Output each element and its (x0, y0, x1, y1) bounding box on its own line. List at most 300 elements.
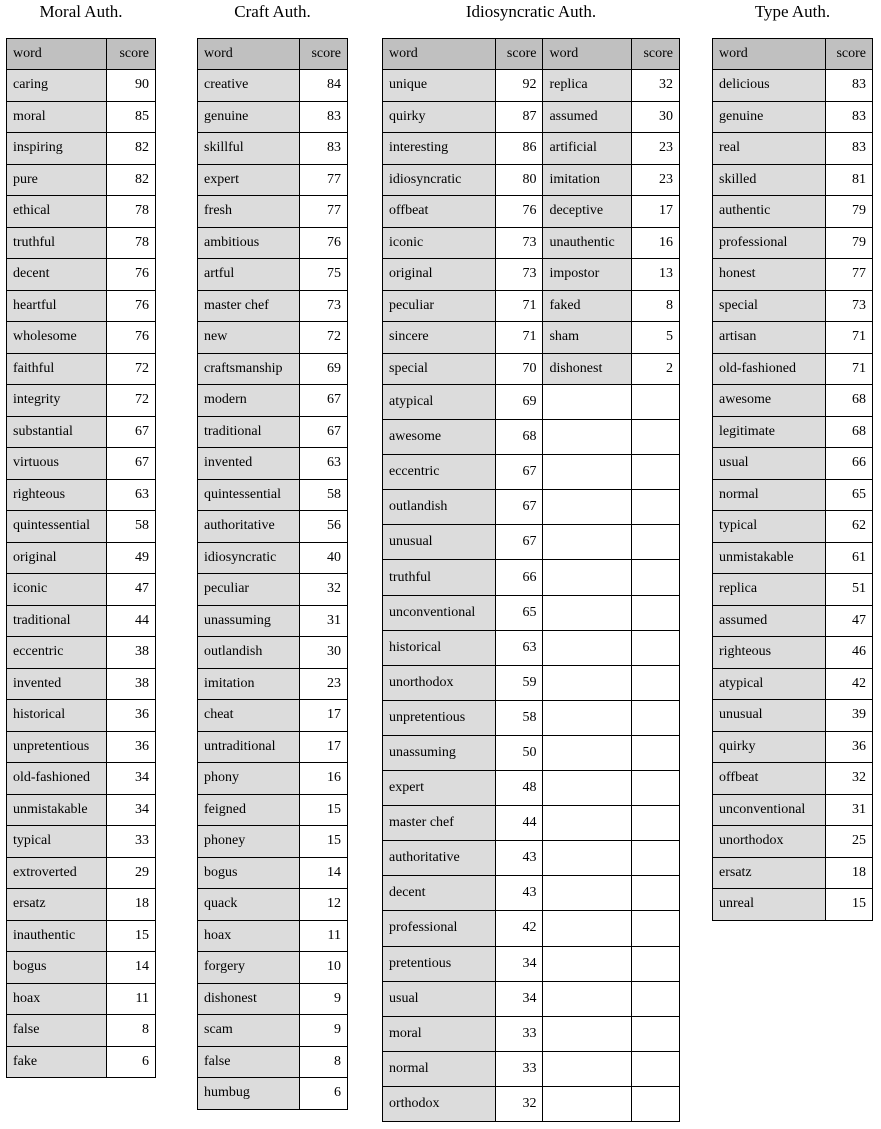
table-row (383, 665, 680, 700)
score-cell: 15 (300, 794, 348, 826)
word-cell: awesome (383, 420, 496, 455)
word-cell: quirky (383, 101, 496, 133)
table-row (713, 668, 873, 700)
table-row (7, 889, 156, 921)
craft-table (197, 38, 348, 1110)
score-cell: 67 (107, 448, 156, 480)
score-cell: 38 (107, 637, 156, 669)
table-row (7, 763, 156, 795)
score-cell: 17 (300, 731, 348, 763)
score-cell: 2 (632, 353, 680, 385)
score-cell (632, 700, 680, 735)
word-cell: replica (543, 70, 632, 102)
word-cell: real (713, 133, 826, 165)
word-cell: quintessential (7, 511, 107, 543)
score-cell: 9 (300, 1015, 348, 1047)
score-cell (632, 911, 680, 946)
table-row (383, 735, 680, 770)
table-row (198, 259, 348, 291)
table-row (383, 525, 680, 560)
table-row (713, 196, 873, 228)
score-cell: 63 (300, 448, 348, 480)
table-row (198, 479, 348, 511)
score-cell: 59 (495, 665, 543, 700)
word-cell: fake (7, 1046, 107, 1078)
word-cell: normal (383, 1051, 496, 1086)
table-row (7, 637, 156, 669)
score-cell: 90 (107, 70, 156, 102)
word-cell: iconic (7, 574, 107, 606)
score-cell: 73 (495, 227, 543, 259)
word-cell: extroverted (7, 857, 107, 889)
word-cell: moral (7, 101, 107, 133)
score-cell: 15 (826, 889, 873, 921)
score-cell: 63 (495, 630, 543, 665)
word-cell (543, 1051, 632, 1086)
table-row (713, 511, 873, 543)
word-cell: dishonest (543, 353, 632, 385)
table-row (713, 290, 873, 322)
table-row (383, 806, 680, 841)
score-cell: 86 (495, 133, 543, 165)
word-cell: feigned (198, 794, 300, 826)
score-cell (632, 771, 680, 806)
word-cell: professional (713, 227, 826, 259)
word-cell: replica (713, 574, 826, 606)
score-cell: 83 (826, 101, 873, 133)
score-cell: 30 (632, 101, 680, 133)
header-row (198, 39, 348, 70)
word-cell: inauthentic (7, 920, 107, 952)
score-cell: 30 (300, 637, 348, 669)
score-cell (632, 876, 680, 911)
score-cell (632, 490, 680, 525)
table-row (383, 420, 680, 455)
word-cell: imitation (198, 668, 300, 700)
table-row (713, 826, 873, 858)
score-cell: 72 (107, 353, 156, 385)
word-cell: hoax (198, 920, 300, 952)
table-row (7, 1046, 156, 1078)
table-row (383, 70, 680, 102)
word-cell: professional (383, 911, 496, 946)
score-cell: 23 (632, 133, 680, 165)
table-row (198, 574, 348, 606)
table-row (383, 946, 680, 981)
score-cell: 78 (107, 227, 156, 259)
table-row (383, 771, 680, 806)
score-cell: 76 (107, 322, 156, 354)
score-cell (632, 595, 680, 630)
idiosyncratic-table (382, 38, 680, 1122)
table-row (198, 731, 348, 763)
table-row (7, 857, 156, 889)
score-cell (632, 560, 680, 595)
table-row (198, 668, 348, 700)
score-cell: 72 (107, 385, 156, 417)
table-row (713, 164, 873, 196)
word-cell: honest (713, 259, 826, 291)
table-row (198, 101, 348, 133)
table-row (383, 911, 680, 946)
table-row (198, 826, 348, 858)
table-row (7, 983, 156, 1015)
table-row (713, 731, 873, 763)
score-cell: 25 (826, 826, 873, 858)
table-row (713, 794, 873, 826)
table-row (713, 637, 873, 669)
word-cell: expert (198, 164, 300, 196)
score-cell: 68 (826, 385, 873, 417)
table-row (7, 920, 156, 952)
word-cell (543, 420, 632, 455)
word-cell: historical (7, 700, 107, 732)
word-cell: faked (543, 290, 632, 322)
table-row (7, 133, 156, 165)
table-row (383, 322, 680, 354)
score-cell: 83 (826, 133, 873, 165)
word-cell: skillful (198, 133, 300, 165)
word-cell: genuine (198, 101, 300, 133)
word-cell: expert (383, 771, 496, 806)
table-row (7, 542, 156, 574)
word-cell: invented (198, 448, 300, 480)
score-cell: 79 (826, 196, 873, 228)
table-row (383, 290, 680, 322)
table-row (198, 1078, 348, 1110)
score-cell: 44 (107, 605, 156, 637)
table-row (713, 322, 873, 354)
table-row (7, 511, 156, 543)
table-row (198, 196, 348, 228)
table-row (198, 448, 348, 480)
table-row (198, 511, 348, 543)
score-cell: 85 (107, 101, 156, 133)
score-cell: 8 (632, 290, 680, 322)
score-cell: 15 (107, 920, 156, 952)
word-cell: unreal (713, 889, 826, 921)
score-cell: 11 (107, 983, 156, 1015)
word-cell: unmistakable (713, 542, 826, 574)
score-cell: 49 (107, 542, 156, 574)
word-cell: caring (7, 70, 107, 102)
score-cell: 67 (107, 416, 156, 448)
word-cell: pretentious (383, 946, 496, 981)
col-word-header: word (198, 39, 300, 70)
score-cell: 34 (107, 794, 156, 826)
word-cell: iconic (383, 227, 496, 259)
score-cell (632, 385, 680, 420)
score-cell (632, 630, 680, 665)
score-cell: 48 (495, 771, 543, 806)
score-cell: 67 (495, 455, 543, 490)
word-cell: artful (198, 259, 300, 291)
table-row (198, 353, 348, 385)
table-row (7, 700, 156, 732)
word-cell (543, 700, 632, 735)
score-cell: 31 (826, 794, 873, 826)
score-cell: 38 (107, 668, 156, 700)
score-cell: 33 (495, 1016, 543, 1051)
craft-title: Craft Auth. (234, 2, 311, 21)
table-row (7, 353, 156, 385)
table-row (198, 290, 348, 322)
word-cell: outlandish (383, 490, 496, 525)
table-row (383, 1016, 680, 1051)
word-cell: peculiar (383, 290, 496, 322)
word-cell: genuine (713, 101, 826, 133)
score-cell: 17 (300, 700, 348, 732)
word-cell: truthful (7, 227, 107, 259)
word-cell: artificial (543, 133, 632, 165)
score-cell: 62 (826, 511, 873, 543)
table-row (7, 731, 156, 763)
score-cell: 76 (107, 290, 156, 322)
table-row (7, 416, 156, 448)
word-cell: usual (383, 981, 496, 1016)
word-cell: virtuous (7, 448, 107, 480)
col-word-header: word (713, 39, 826, 70)
table-row (383, 455, 680, 490)
word-cell: idiosyncratic (198, 542, 300, 574)
score-cell: 11 (300, 920, 348, 952)
score-cell: 34 (495, 946, 543, 981)
table-row (7, 164, 156, 196)
score-cell: 79 (826, 227, 873, 259)
score-cell: 66 (495, 560, 543, 595)
col-word-header-2: word (543, 39, 632, 70)
table-row (7, 1015, 156, 1047)
table-row (198, 637, 348, 669)
score-cell: 40 (300, 542, 348, 574)
table-row (7, 259, 156, 291)
score-cell: 61 (826, 542, 873, 574)
word-cell: quack (198, 889, 300, 921)
word-cell: old-fashioned (713, 353, 826, 385)
table-row (713, 227, 873, 259)
table-row (198, 322, 348, 354)
score-cell: 77 (826, 259, 873, 291)
word-cell: impostor (543, 259, 632, 291)
word-cell: orthodox (383, 1086, 496, 1121)
word-cell: offbeat (713, 763, 826, 795)
word-cell: unpretentious (7, 731, 107, 763)
table-row (7, 101, 156, 133)
score-cell: 5 (632, 322, 680, 354)
word-cell: quintessential (198, 479, 300, 511)
table-row (383, 876, 680, 911)
type-table (712, 38, 873, 921)
table-row (383, 560, 680, 595)
moral-table (6, 38, 156, 1078)
table-row (383, 227, 680, 259)
word-cell: interesting (383, 133, 496, 165)
score-cell: 76 (107, 259, 156, 291)
score-cell: 70 (495, 353, 543, 385)
word-cell (543, 911, 632, 946)
table-row (7, 385, 156, 417)
score-cell: 56 (300, 511, 348, 543)
score-cell: 32 (826, 763, 873, 795)
word-cell: historical (383, 630, 496, 665)
score-cell: 71 (826, 322, 873, 354)
score-cell: 77 (300, 196, 348, 228)
word-cell: unmistakable (7, 794, 107, 826)
score-cell (632, 1051, 680, 1086)
score-cell: 71 (495, 322, 543, 354)
table-row (713, 700, 873, 732)
score-cell: 73 (495, 259, 543, 291)
score-cell: 73 (300, 290, 348, 322)
word-cell (543, 595, 632, 630)
word-cell: atypical (383, 385, 496, 420)
word-cell: delicious (713, 70, 826, 102)
word-cell: idiosyncratic (383, 164, 496, 196)
word-cell: humbug (198, 1078, 300, 1110)
table-row (198, 605, 348, 637)
score-cell: 14 (107, 952, 156, 984)
score-cell (632, 1016, 680, 1051)
word-cell: deceptive (543, 196, 632, 228)
word-cell: creative (198, 70, 300, 102)
score-cell: 32 (495, 1086, 543, 1121)
score-cell: 76 (300, 227, 348, 259)
score-cell: 42 (826, 668, 873, 700)
table-row (7, 605, 156, 637)
score-cell: 6 (300, 1078, 348, 1110)
table-row (383, 700, 680, 735)
word-cell: phony (198, 763, 300, 795)
score-cell: 50 (495, 735, 543, 770)
word-cell: faithful (7, 353, 107, 385)
score-cell: 87 (495, 101, 543, 133)
score-cell: 33 (107, 826, 156, 858)
score-cell (632, 806, 680, 841)
word-cell: unorthodox (383, 665, 496, 700)
col-score-header-2: score (632, 39, 680, 70)
score-cell (632, 665, 680, 700)
col-score-header: score (107, 39, 156, 70)
word-cell: authoritative (383, 841, 496, 876)
word-cell: eccentric (383, 455, 496, 490)
word-cell (543, 771, 632, 806)
score-cell: 67 (300, 416, 348, 448)
table-row (383, 1051, 680, 1086)
table-row (198, 542, 348, 574)
table-row (7, 448, 156, 480)
word-cell: quirky (713, 731, 826, 763)
word-cell: skilled (713, 164, 826, 196)
word-cell: normal (713, 479, 826, 511)
word-cell: craftsmanship (198, 353, 300, 385)
table-row (713, 857, 873, 889)
score-cell: 76 (495, 196, 543, 228)
word-cell: artisan (713, 322, 826, 354)
score-cell (632, 420, 680, 455)
table-row (713, 605, 873, 637)
word-cell: phoney (198, 826, 300, 858)
score-cell: 69 (495, 385, 543, 420)
word-cell: integrity (7, 385, 107, 417)
score-cell: 33 (495, 1051, 543, 1086)
score-cell (632, 455, 680, 490)
word-cell (543, 841, 632, 876)
table-row (7, 322, 156, 354)
score-cell: 43 (495, 876, 543, 911)
table-row (7, 952, 156, 984)
table-row (198, 920, 348, 952)
score-cell: 42 (495, 911, 543, 946)
table-row (7, 227, 156, 259)
word-cell (543, 981, 632, 1016)
word-cell: unique (383, 70, 496, 102)
score-cell: 71 (495, 290, 543, 322)
word-cell: inspiring (7, 133, 107, 165)
score-cell: 51 (826, 574, 873, 606)
word-cell: atypical (713, 668, 826, 700)
table-row (198, 983, 348, 1015)
table-row (713, 574, 873, 606)
word-cell: bogus (7, 952, 107, 984)
word-cell: righteous (7, 479, 107, 511)
score-cell: 36 (107, 700, 156, 732)
word-cell: decent (383, 876, 496, 911)
table-row (713, 70, 873, 102)
word-cell: old-fashioned (7, 763, 107, 795)
table-row (7, 794, 156, 826)
table-row (383, 353, 680, 385)
word-cell: ersatz (713, 857, 826, 889)
table-row (713, 448, 873, 480)
table-row (198, 763, 348, 795)
score-cell: 34 (495, 981, 543, 1016)
table-row (198, 416, 348, 448)
score-cell: 68 (495, 420, 543, 455)
moral-title: Moral Auth. (39, 2, 123, 21)
score-cell: 83 (826, 70, 873, 102)
score-cell: 67 (495, 525, 543, 560)
word-cell: imitation (543, 164, 632, 196)
word-cell (543, 385, 632, 420)
word-cell: moral (383, 1016, 496, 1051)
word-cell: unauthentic (543, 227, 632, 259)
word-cell (543, 560, 632, 595)
word-cell: original (383, 259, 496, 291)
score-cell (632, 841, 680, 876)
word-cell: modern (198, 385, 300, 417)
score-cell: 18 (826, 857, 873, 889)
score-cell: 31 (300, 605, 348, 637)
score-cell: 82 (107, 164, 156, 196)
word-cell: outlandish (198, 637, 300, 669)
table-row (713, 385, 873, 417)
score-cell: 34 (107, 763, 156, 795)
header-row (7, 39, 156, 70)
word-cell: heartful (7, 290, 107, 322)
table-row (713, 259, 873, 291)
col-score-header: score (495, 39, 543, 70)
word-cell: sincere (383, 322, 496, 354)
table-row (7, 826, 156, 858)
table-row (383, 101, 680, 133)
word-cell: traditional (7, 605, 107, 637)
score-cell: 68 (826, 416, 873, 448)
word-cell: unusual (383, 525, 496, 560)
table-row (383, 981, 680, 1016)
word-cell: cheat (198, 700, 300, 732)
score-cell: 36 (826, 731, 873, 763)
score-cell: 18 (107, 889, 156, 921)
